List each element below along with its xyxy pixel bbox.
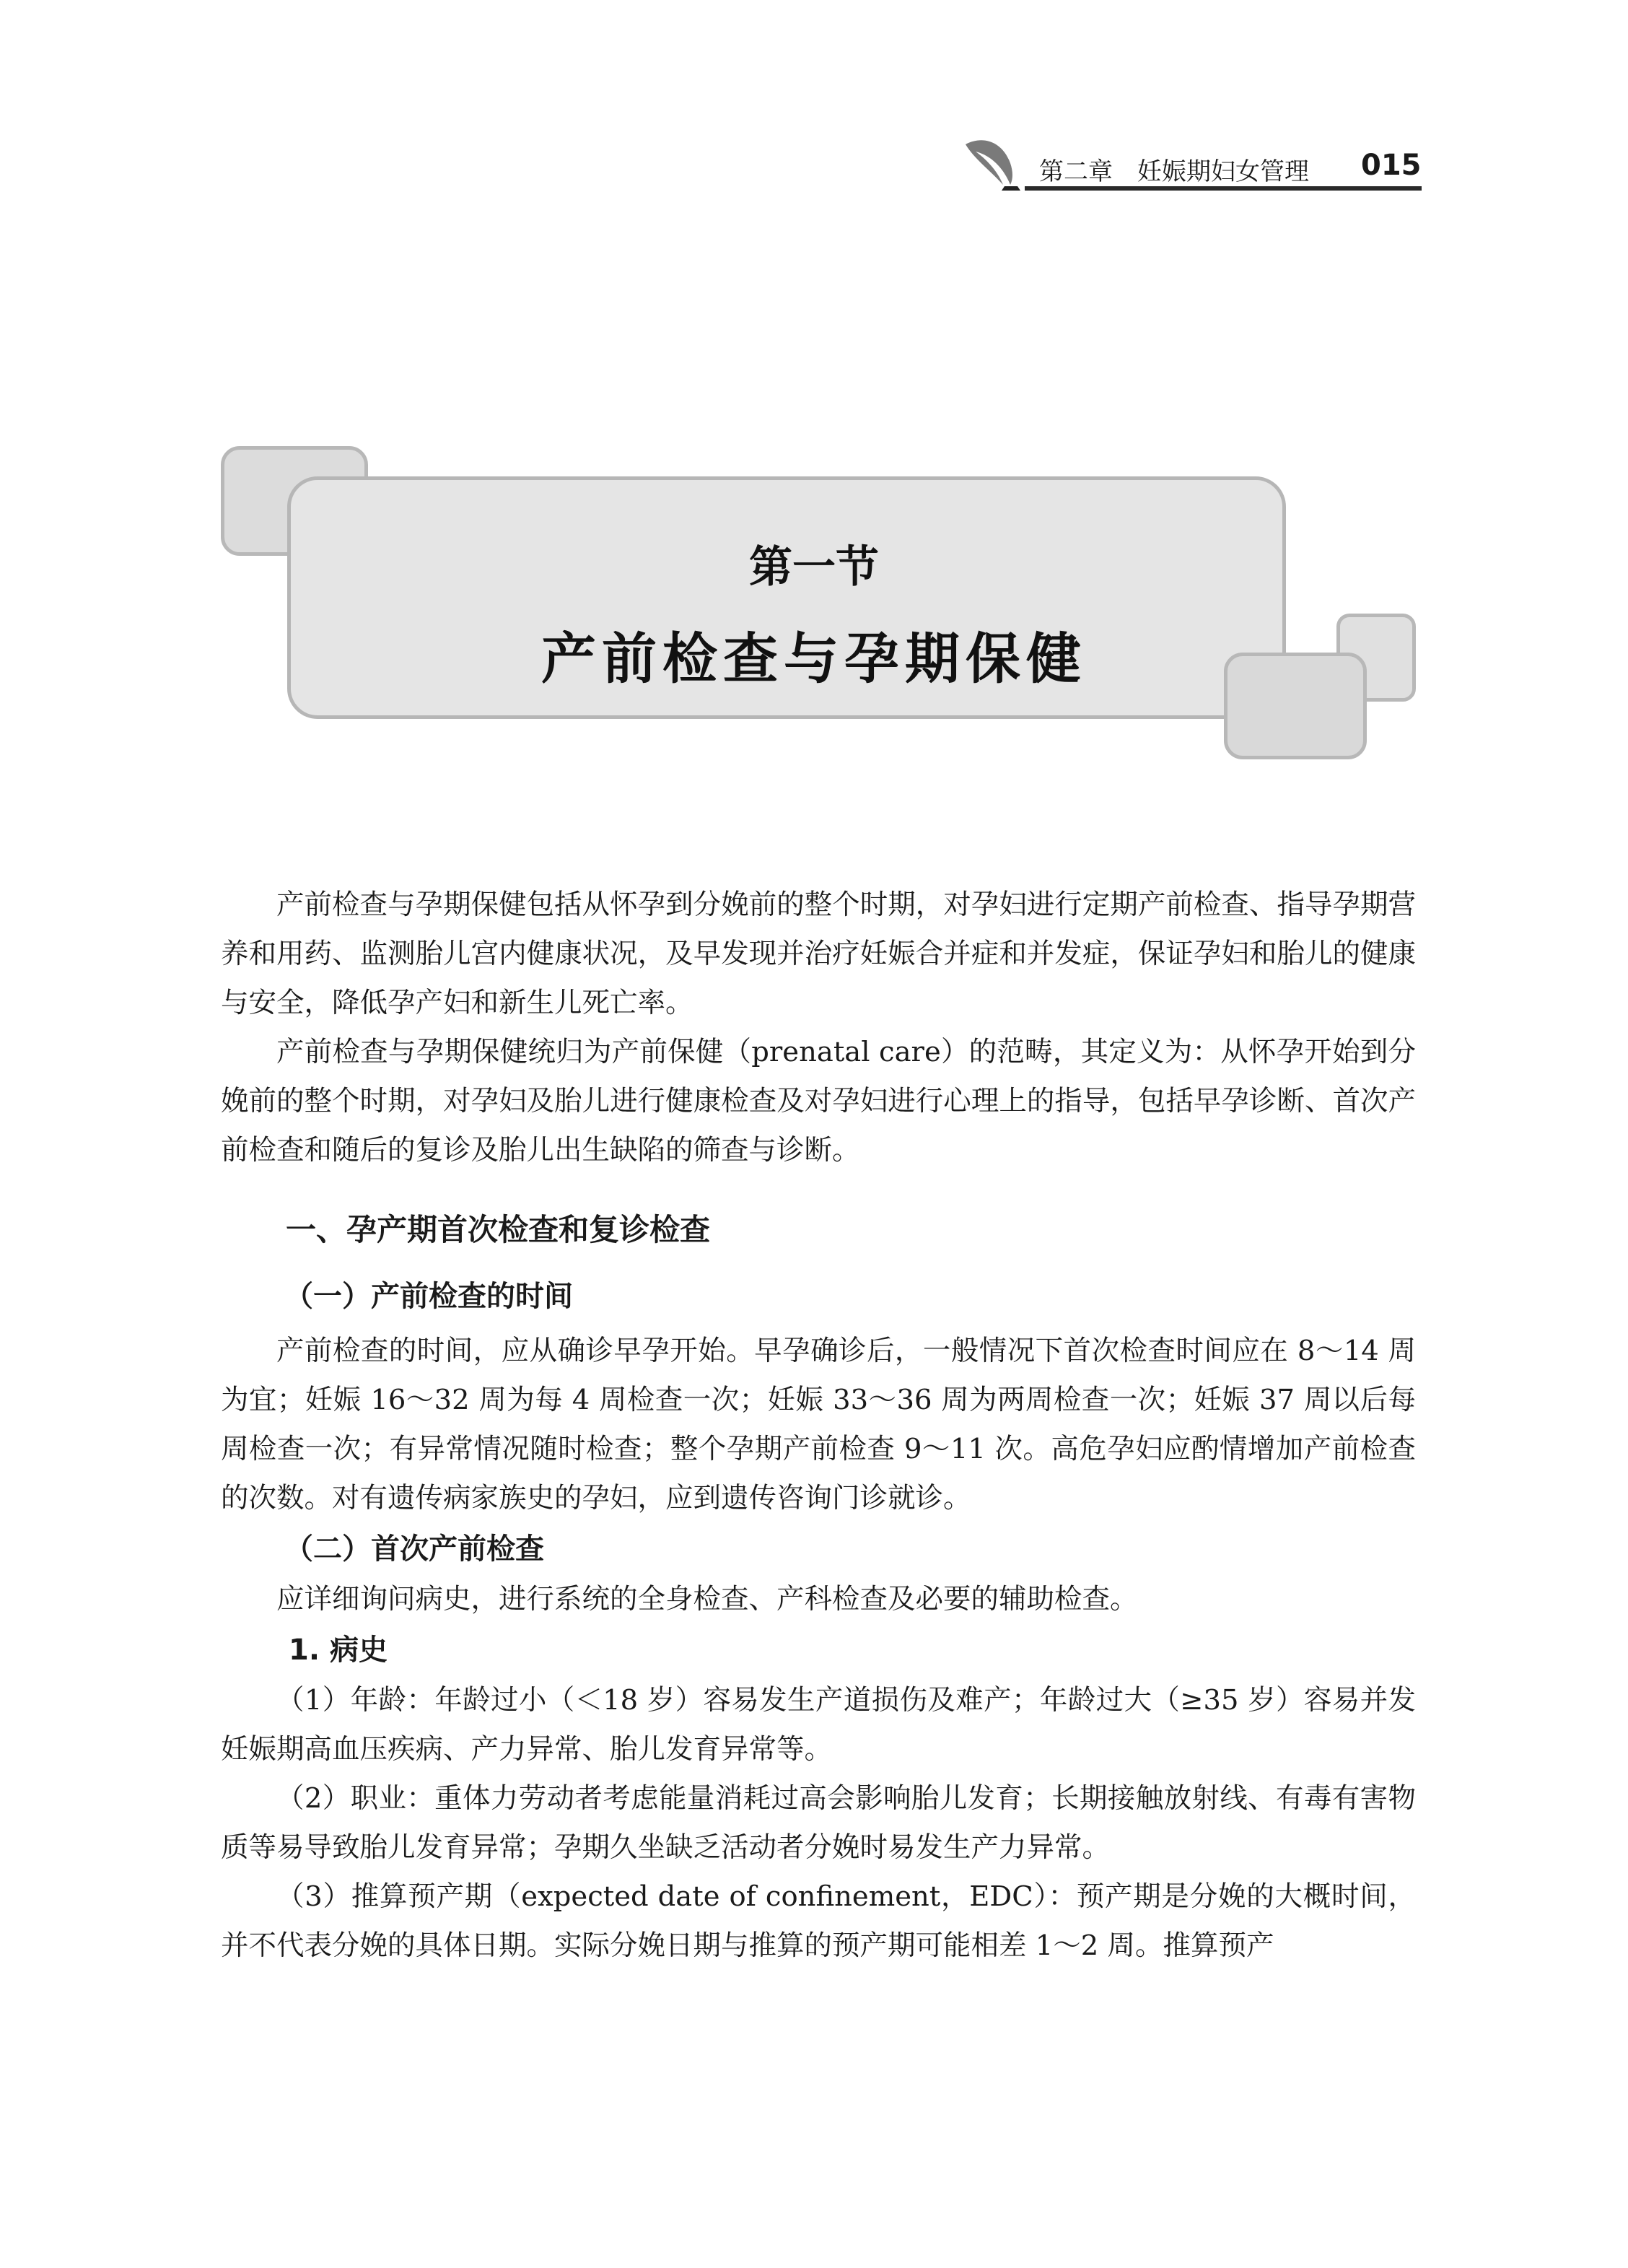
paragraph: 产前检查的时间，应从确诊早孕开始。早孕确诊后，一般情况下首次检查时间应在 8～14 周为宜；妊娠 16～32 周为每 4 周检查一次；妊娠 33～36 周为两周检查一次；妊娠 37 周以后每周检查一次；有异常情况随时检查；整个孕期产前检查 9～11 次。高危孕妇应酌情增加产前检查的次数。对有遗传病家族史的孕妇，应到遗传咨询门诊就诊。: [221, 1335, 1416, 1514]
heading-level2: （二）首次产前检查: [284, 1532, 544, 1566]
page-number: 015: [1361, 149, 1422, 182]
heading-level2: （一）产前检查的时间: [284, 1280, 573, 1313]
paragraph: 产前检查与孕期保健包括从怀孕到分娩前的整个时期，对孕妇进行定期产前检查、指导孕期营养和用药、监测胎儿宫内健康状况，及早发现并治疗妊娠合并症和并发症，保证孕妇和胎儿的健康与安全，降低孕产妇和新生儿死亡率。: [221, 889, 1416, 1019]
chapter-title: 第二章 妊娠期妇女管理: [1039, 157, 1309, 186]
quill-pen-icon: [960, 134, 1025, 192]
paragraph: 产前检查与孕期保健统归为产前保健（prenatal care）的范畴，其定义为：从怀孕开始到分娩前的整个时期，对孕妇及胎儿进行健康检查及对孕妇进行心理上的指导，包括早孕诊断、首次产前检查和随后的复诊及胎儿出生缺陷的筛查与诊断。: [221, 1036, 1416, 1166]
paragraph: 应详细询问病史，进行系统的全身检查、产科检查及必要的辅助检查。: [276, 1583, 1138, 1615]
section-number: 第一节: [749, 542, 879, 593]
list-item: （2）职业：重体力劳动者考虑能量消耗过高会影响胎儿发育；长期接触放射线、有毒有害物质等易导致胎儿发育异常；孕期久坐缺乏活动者分娩时易发生产力异常。: [221, 1782, 1416, 1864]
list-item: （3）推算预产期（expected date of confinement，EDC）：预产期是分娩的大概时间，并不代表分娩的具体日期。实际分娩日期与推算的预产期可能相差 1～2 周。推算预产: [221, 1880, 1416, 1962]
heading-level1: 一、孕产期首次检查和复诊检查: [286, 1212, 711, 1247]
section-title: 产前检查与孕期保健: [541, 627, 1087, 691]
running-header: [931, 134, 1422, 192]
list-item: （1）年龄：年龄过小（＜18 岁）容易发生产道损伤及难产；年龄过大（≥35 岁）容易并发妊娠期高血压疾病、产力异常、胎儿发育异常等。: [221, 1684, 1416, 1766]
header-rule: [1025, 186, 1422, 191]
body-text: [221, 881, 1416, 1971]
heading-level3: 1. 病史: [289, 1634, 388, 1667]
